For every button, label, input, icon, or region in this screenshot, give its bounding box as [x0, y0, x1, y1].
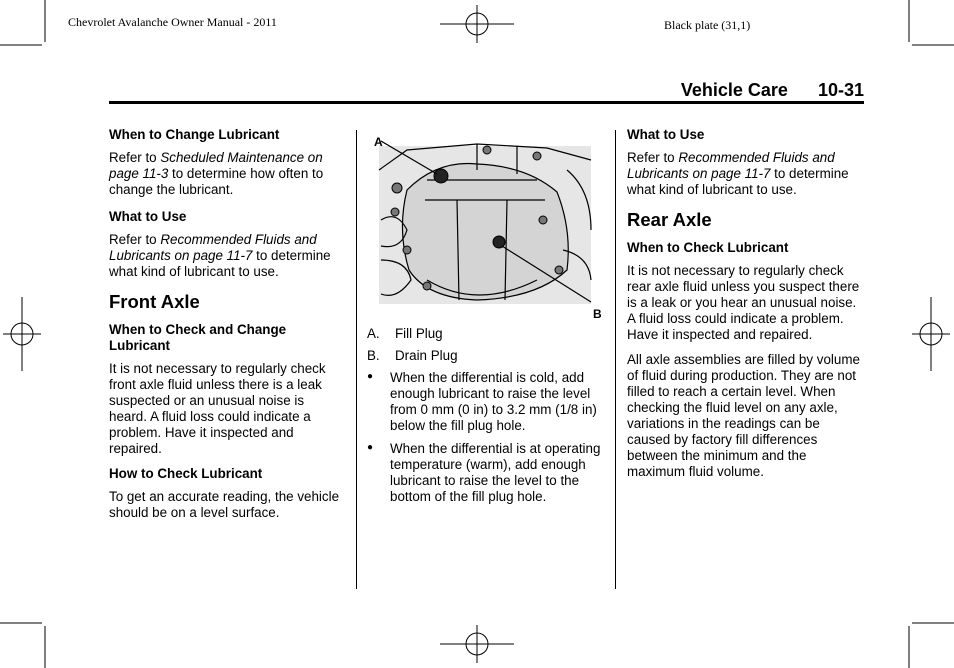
- bullet-icon: ●: [367, 442, 374, 453]
- page-number: 10-31: [817, 80, 864, 100]
- column-left: [109, 127, 345, 530]
- heading-check-change: When to Check and Change Lubricant: [109, 322, 287, 353]
- section-title: Vehicle Care: [680, 80, 788, 100]
- bullet-icon: ●: [367, 371, 374, 382]
- paragraph-how: To get an accurate reading, the vehicle should be on a level surface.: [109, 489, 340, 520]
- paragraph-rear-check: It is not necessary to regularly check rear axle fluid unless you suspect there is a leak or you hear an unusual noise. A fluid loss could indicate a problem. Have it inspected and repaired.: [627, 263, 860, 342]
- paragraph-front-check: It is not necessary to regularly check front axle fluid unless there is a leak suspected or an unusual noise is heard. A fluid loss could indicate a problem. Have it inspected and repaired.: [109, 361, 326, 456]
- heading-what-to-use: What to Use: [109, 209, 187, 224]
- column-divider: [356, 130, 357, 589]
- legend-item: B. Drain Plug: [367, 348, 458, 363]
- cross-reference: Recommended Fluids and Lubricants on page 11-7: [627, 150, 835, 181]
- bullet-item: ● When the differential is cold, add enough lubricant to raise the level from 0 mm (0 in) to 3.2 mm (1/8 in) below the fill plug hole.: [367, 370, 597, 433]
- heading-rear-axle: Rear Axle: [627, 209, 712, 230]
- document-title: Chevrolet Avalanche Owner Manual - 2011: [68, 15, 277, 29]
- paragraph-change: Refer to Scheduled Maintenance on page 11-3 to determine how often to change the lubricant.: [109, 150, 324, 197]
- column-divider: [615, 130, 616, 589]
- legend-item: A. Fill Plug: [367, 326, 443, 341]
- column-right: [627, 127, 865, 489]
- paragraph-fill: All axle assemblies are filled by volume of fluid during production. They are not filled to reach a certain level. When checking the fluid level on any axle, variations in the readings can be caused by factory fill differences between the minimum and the maximum fluid volume.: [627, 352, 860, 479]
- heading-when-to-change: When to Change Lubricant: [109, 127, 280, 142]
- callout-a: A: [374, 135, 383, 149]
- heading-when-to-check: When to Check Lubricant: [627, 240, 789, 255]
- header-rule: [109, 101, 864, 104]
- bullet-item: ● When the differential is at operating temperature (warm), add enough lubricant to raise the level to the bottom of the fill plug hole.: [367, 441, 601, 504]
- paragraph-use: Refer to Recommended Fluids and Lubricants on page 11-7 to determine what kind of lubricant to use.: [109, 232, 331, 279]
- callout-b: B: [593, 307, 602, 321]
- cross-reference: Scheduled Maintenance on page 11-3: [109, 150, 323, 181]
- section-header: [640, 80, 864, 101]
- axle-drawing: [367, 130, 603, 317]
- column-middle: [367, 130, 607, 512]
- paragraph-use: Refer to Recommended Fluids and Lubricants on page 11-7 to determine what kind of lubricant to use.: [627, 150, 849, 197]
- differential-illustration: [367, 130, 603, 321]
- heading-front-axle: Front Axle: [109, 291, 200, 312]
- heading-what-to-use: What to Use: [627, 127, 705, 142]
- heading-how-to-check: How to Check Lubricant: [109, 466, 263, 481]
- plate-label: Black plate (31,1): [664, 18, 751, 32]
- cross-reference: Recommended Fluids and Lubricants on page 11-7: [109, 232, 317, 263]
